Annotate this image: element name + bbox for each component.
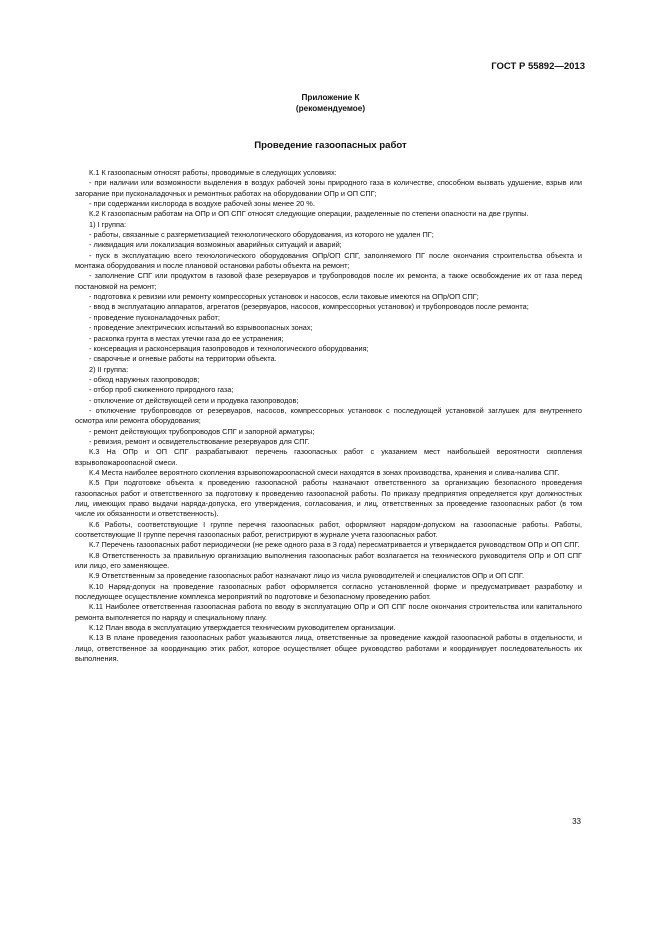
paragraph: 1) I группа: (89, 219, 127, 229)
paragraph: К.4 Места наиболее вероятного скопления взрывопожароопасной смеси находятся в зонах производства, хранения и слива-налива СПГ. (89, 467, 560, 477)
standard-code: ГОСТ Р 55892—2013 (491, 61, 585, 72)
paragraph: К.13 В плане проведения газоопасных работ указываются лица, ответственные за проведение каждой газоопасной работы в отдельности, и лицо, ответственное за координацию этих работ, которое осуществляет общее руководство работами и координирует последовательность их выполнения. (75, 633, 582, 664)
paragraph: - при наличии или возможности выделения в воздух рабочей зоны природного газа в количестве, способном вызвать удушение, взрыв или загорание при пусконаладочных и ремонтных работах на оборудовании ОПр и ОП СПГ; (75, 178, 582, 198)
paragraph: - подготовка к ревизии или ремонту компрессорных установок и насосов, если таковые имеются на ОПр/ОП СПГ; (89, 292, 479, 302)
paragraph: - при содержании кислорода в воздухе рабочей зоны менее 20 %. (89, 199, 315, 209)
paragraph: - отключение трубопроводов от резервуаров, насосов, компрессорных установок с последующей установкой заглушек для внутреннего осмотра или ремонта оборудования; (75, 405, 582, 426)
paragraph: К.8 Ответственность за правильную организацию выполнения газоопасных работ возлагается на технического руководителя ОПр и ОП СПГ или лицо, его заменяющее. (75, 550, 582, 571)
paragraph: - сварочные и огневые работы на территории объекта. (89, 354, 277, 364)
paragraph: - работы, связанные с разгерметизацией технологического оборудования, из которого не удален ПГ; (89, 230, 434, 240)
page-number: 33 (572, 817, 581, 826)
section-title: Проведение газоопасных работ (254, 140, 407, 151)
paragraph: К.2 К газоопасным работам на ОПр и ОП СПГ относят следующие операции, разделенные по степени опасности на две группы. (89, 209, 529, 219)
paragraph: - ликвидация или локализация возможных аварийных ситуаций и аварий; (89, 240, 342, 250)
paragraph: К.6 Работы, соответствующие I группе перечня газоопасных работ, оформляют нарядом-допуском на газоопасные работы. Работы, соответствующие II группе перечня газоопасных работ, регистрируют в журнале учета газоопасных работ. (75, 519, 582, 540)
paragraph: К.5 При подготовке объекта к проведению газоопасной работы назначают ответственного за организацию безопасного проведения газоопасных работ и ответственного за подготовку к проведению газоопасной работы. По приказу предприятия определяется круг должностных лиц, имеющих право выдачи наряда-допуска, его утверждения, согласования, и лиц, ответственных за проведение газоопасных работ (в том числе их обязанности и ответственность). (75, 478, 582, 519)
paragraph: К.3 На ОПр и ОП СПГ разрабатывают перечень газоопасных работ с указанием мест наибольшей вероятности скопления взрывопожароопасной смеси. (75, 447, 582, 467)
body-text (75, 168, 582, 665)
paragraph: - консервация и расконсервация газопроводов и технологического оборудования; (89, 343, 369, 353)
paragraph: - отключение от действующей сети и продувка газопроводов; (89, 395, 299, 405)
paragraph: К.12 План ввода в эксплуатацию утверждается техническим руководителем организации. (89, 623, 396, 633)
paragraph: - отбор проб сжиженного природного газа; (89, 385, 234, 395)
paragraph: - ввод в эксплуатацию аппаратов, агрегатов (резервуаров, насосов, компрессорных установок) и трубопроводов после ремонта; (89, 302, 529, 312)
paragraph: К.9 Ответственным за проведение газоопасных работ назначают лицо из числа руководителей и специалистов ОПр и ОП СПГ. (89, 571, 525, 581)
paragraph: - проведение пусконаладочных работ; (89, 312, 220, 322)
paragraph: К.1 К газоопасным относят работы, проводимые в следующих условиях: (89, 168, 337, 177)
paragraph: - проведение электрических испытаний во взрывоопасных зонах; (89, 323, 313, 333)
paragraph: К.10 Наряд-допуск на проведение газоопасных работ оформляется согласно установленной форме и предусматривает разработку и последующее осуществление комплекса мероприятий по подготовке и безопасному проведению работ. (75, 581, 582, 602)
paragraph: К.7 Перечень газоопасных работ периодически (не реже одного раза в 3 года) пересматривается и утверждается руководством ОПр и ОП СПГ. (89, 540, 580, 550)
annex-status: (рекомендуемое) (295, 104, 366, 113)
paragraph: - обход наружных газопроводов; (89, 374, 200, 384)
paragraph: К.11 Наиболее ответственная газоопасная работа по вводу в эксплуатацию ОПр и ОП СПГ после окончания строительства или капитального ремонта выполняется по наряду и специальному плану. (75, 602, 582, 622)
paragraph: 2) II группа: (89, 364, 129, 374)
paragraph: - заполнение СПГ или продуктом в газовой фазе резервуаров и трубопроводов после их ремонта, а также освобождение их от газа перед постановкой на ремонт; (75, 271, 582, 291)
paragraph: - ревизия, ремонт и освидетельствование резервуаров для СПГ. (89, 436, 310, 446)
paragraph: - ремонт действующих трубопроводов СПГ и запорной арматуры; (89, 426, 315, 436)
annex-heading (0, 92, 661, 114)
paragraph: - пуск в эксплуатацию всего технологического оборудования ОПр/ОП СПГ, заполняемого ПГ после окончания строительства объекта и монтажа оборудования и после плановой остановки работы объекта на ремонт; (75, 250, 582, 271)
annex-label: Приложение К (301, 93, 360, 102)
paragraph: - раскопка грунта в местах утечки газа до ее устранения; (89, 333, 284, 343)
